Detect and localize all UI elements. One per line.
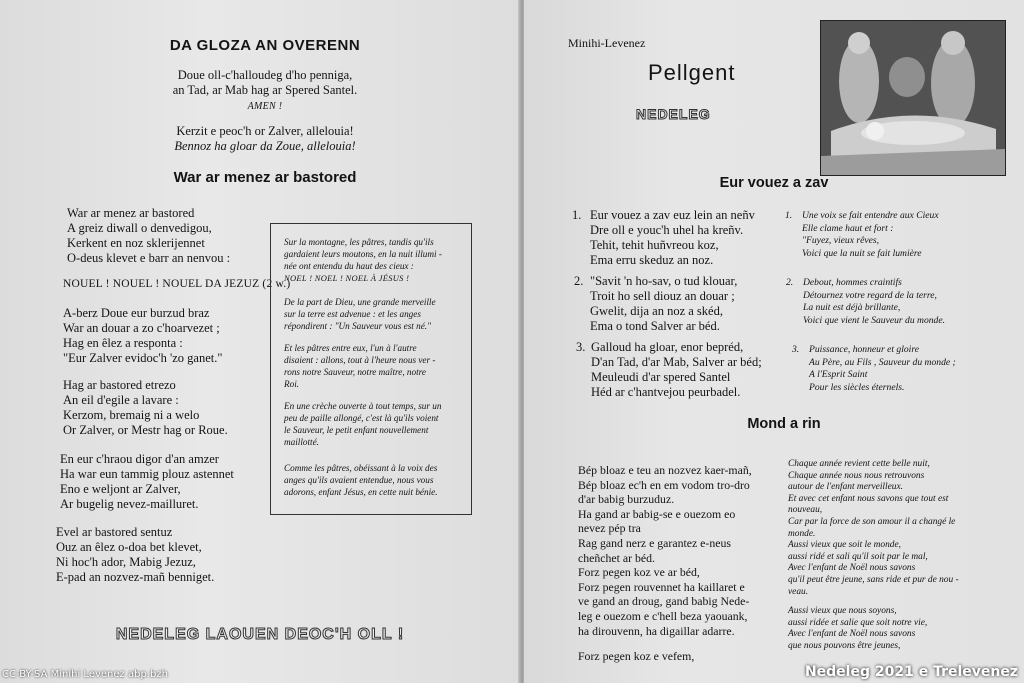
text-line: d'ar babig burzuduz. [578,492,675,507]
text-line: Forz pegen rouvennet ha kaillaret e [578,579,745,594]
verse-line: "Fuyez, vieux rêves, [802,235,880,246]
text-line: Aussi vieux que nous soyons, [788,606,897,617]
verse-line: O-deus klevet e barr an nenvou : [67,251,231,265]
verse-line: Ni hoc'h ador, Mabig Jezuz, [56,555,196,569]
doxology-line: an Tad, ar Mab hag ar Spered Santel. [172,83,358,97]
song2-french [788,459,959,653]
closing-greeting: NEDELEG LAOUEN DEOC'H OLL ! [115,626,405,643]
text-line: nouveau, [788,505,823,516]
page-title: Pellgent [648,60,736,85]
translation-line: rons notre Sauveur, notre maître, notre [284,367,426,377]
verse-line: Evel ar bastored sentuz [56,525,173,539]
event-caption: Nedeleg 2021 e Trelevenez [804,664,1018,680]
verse-line: Ema o tond Salver ar béd. [590,319,720,333]
text-line: veau. [788,586,809,597]
verse-line: Meuleudi d'ar spered Santel [591,370,731,384]
doxology-line: Doue oll-c'halloudeg d'ho penniga, [177,68,353,82]
refrain: NOUEL ! NOUEL ! NOUEL DA JEZUZ (2 w.) [63,278,291,290]
text-line: que nous pouvons être jeunes, [788,640,901,651]
translation-box [270,223,472,515]
verse-line: Tehit, tehit huñvreou koz, [590,238,719,252]
verse-line: Kerzom, bremaig ni a welo [63,408,200,422]
verse-line: Hag en êlez a responta : [63,336,183,350]
verse-line: Dre oll e youc'h uhel ha kreñv. [590,223,744,237]
translation-line: Roi. [284,379,300,389]
translation-line: maillotté. [284,437,319,447]
verse-line: A-berz Doue eur burzud braz [63,306,210,320]
nativity-carving-icon [821,21,1005,175]
stanza-5 [56,525,214,585]
song1-title: Eur vouez a zav [719,175,829,191]
translation-refrain: NOEL ! NOEL ! NOEL À JÉSUS ! [284,273,410,283]
verse-line: Ema erru skeduz an noz. [590,253,714,267]
verse-number: 1. [785,210,793,221]
license-caption: CC-BY-SA Minihi Levenez abp.bzh [2,669,168,680]
mass-end-title: DA GLOZA AN OVERENN [169,37,361,54]
text-line: Et avec cet enfant nous savons que tout est [788,493,949,504]
text-line: Bép bloaz e teu an nozvez kaer-mañ, [578,463,752,477]
translation-line: Et les pâtres entre eux, l'un à l'autre [284,343,417,353]
dismissal-line: Kerzit e peoc'h or Zalver, allelouia! [176,124,354,138]
stanza-4 [60,452,234,512]
translation-line: le Sauveur, le petit enfant nouvellement [284,425,429,435]
verse-line: War ar menez ar bastored [67,206,195,220]
nativity-image [820,20,1006,176]
translation-line: Sur la montagne, les pâtres, tandis qu'ils [284,237,434,247]
text-line: ha dirouvenn, ha digaillar adarre. [578,623,735,638]
verse-number: 2. [574,274,584,288]
song-title: War ar menez ar bastored [173,169,357,186]
text-line: qu'il peut être jeune, sans ride et pur de nou - [788,574,959,585]
verse-line: Debout, hommes craintifs [803,277,902,288]
page-subtitle: NEDELEG [636,106,711,122]
text-line: Aussi vieux que soit le monde, [788,540,901,551]
translation-line: En une crèche ouverte à tout temps, sur un [284,401,442,411]
verse-line: D'an Tad, d'ar Mab, Salver ar béd; [591,355,762,369]
verse-number: 3. [576,340,586,354]
verse-line: Or Zalver, or Mestr hag or Roue. [63,423,228,437]
song1-french-v2 [786,277,945,327]
dismissal [0,124,520,154]
text-line: Bép bloaz ec'h en em vodom tro-dro [578,477,750,492]
text-line: Chaque année revient cette belle nuit, [788,459,930,469]
stanza-3 [63,378,228,438]
song1-breton-v1 [572,208,755,268]
translation-para [284,400,441,448]
translation-line: adorons, enfant Jésus, en cette nuit bénie. [284,487,438,497]
verse-line: Pour les siècles éternels. [809,381,905,393]
text-line: Chaque année nous nous retrouvons [788,470,925,481]
translation-line: De la part de Dieu, une grande merveille [284,297,436,307]
text-line: aussi ridée et salie que soit notre vie, [788,617,928,628]
text-line: Avec l'enfant de Noël nous savons [788,629,916,640]
translation-para [284,342,435,390]
text-line: aussi ridé et sali qu'il soit par le mal, [788,551,928,562]
verse-line: "Savit 'n ho-sav, o tud klouar, [590,274,738,288]
text-line: Forz pegen koz ve ar béd, [578,565,700,580]
verse-number: 1. [572,208,582,222]
amen: AMEN ! [247,101,283,112]
translation-line: anges qu'ils avaient entendue, nous vous [284,475,434,485]
text-line: Ha gand ar babig-se e ouezom eo [578,506,736,521]
verse-line: Une voix se fait entendre aux Cieux [802,210,939,221]
stanza-2 [63,306,222,366]
song1-french-v1 [785,210,939,260]
verse-line: Gwelit, dija an noz a skéd, [590,304,723,318]
translation-line: sur la terre est advenue : et les anges [284,309,421,319]
verse-line: An eil d'egile a lavare : [63,393,179,407]
text-line: Car par la force de son amour il a changé le [788,516,956,527]
verse-line: Héd ar c'hantvejou peurbadel. [591,385,741,399]
verse-line: A l'Esprit Saint [809,369,868,380]
verse-line: Eur vouez a zav euz lein an neñv [590,208,755,222]
translation-line: disaient : allons, tout à l'heure nous ver - [284,355,436,365]
song1-breton-v3 [576,340,762,400]
translation-para [284,462,438,498]
doxology [0,68,520,114]
translation-line: gardaient leurs moutons, en la nuit illumi - [284,249,442,259]
verse-line: Galloud ha gloar, enor bepréd, [591,340,744,354]
text-gap [578,638,752,649]
verse-number: 2. [786,277,794,288]
parish-name: Minihi-Levenez [568,36,646,50]
verse-line: Ar bugelig nevez-mailluret. [60,497,199,511]
song1-french-v3 [792,344,956,394]
text-line: monde. [788,528,816,539]
text-line: autour de l'enfant merveilleux. [788,482,903,493]
verse-line: Détournez votre regard de la terre, [803,289,937,301]
right-page [524,0,1024,683]
verse-line: Au Père, au Fils , Sauveur du monde ; [809,356,956,368]
text-line: cheñchet ar béd. [578,550,655,565]
translation-line: Comme les pâtres, obéissant à la voix des [284,463,438,473]
dismissal-response: Bennoz ha gloar da Zoue, allelouia! [174,139,356,153]
verse-line: Voici que la nuit se fait lumière [802,247,922,259]
verse-line: Ha war eun tammig plouz astennet [60,467,234,481]
verse-line: Ouz an êlez o-doa bet klevet, [56,540,202,554]
translation-line: répondirent : "Un Sauveur vous est né." [284,321,431,331]
song2-title: Mond a rin [747,416,821,432]
text-line: nevez pép tra [578,521,641,536]
text-line: Forz pegen koz e vefem, [578,649,695,664]
verse-line: Voici que vient le Sauveur du monde. [803,314,945,326]
verse-line: Puissance, honneur et gloire [809,344,919,355]
verse-line: Eno e weljont ar Zalver, [60,482,181,496]
verse-line: A greiz diwall o denvedigou, [67,221,212,235]
text-line: leg e ouezom e c'hell beza yaouank, [578,608,748,623]
verse-line: Hag ar bastored etrezo [63,378,176,392]
verse-line: Troit ho sell diouz an douar ; [590,289,735,303]
song1-breton-v2 [574,274,737,334]
translation-para [284,236,442,284]
translation-line: peu de paille allongé, c'est là qu'ils voient [284,413,439,423]
song2-breton [578,463,752,664]
verse-line: Kerkent en noz sklerijennet [67,236,205,250]
translation-line: née ont entendu du haut des cieux : [284,261,414,271]
text-line: Rag gand nerz e garantez e-neus [578,535,731,550]
verse-line: "Eur Zalver evidoc'h 'zo ganet." [63,351,223,365]
verse-number: 3. [792,344,800,355]
verse-line: War an douar a zo c'hoarvezet ; [63,321,220,335]
verse-line: En eur c'hraou digor d'an amzer [60,452,219,466]
translation-para [284,296,436,332]
text-gap [788,598,959,606]
stanza-1 [67,206,230,266]
verse-line: Elle clame haut et fort : [802,222,894,234]
text-line: ve gand an droug, gand babig Nede- [578,594,750,609]
text-line: Avec l'enfant de Noël nous savons [788,563,916,574]
verse-line: E-pad an nozvez-mañ benniget. [56,570,215,584]
verse-line: La nuit est déjà brillante, [803,302,901,313]
